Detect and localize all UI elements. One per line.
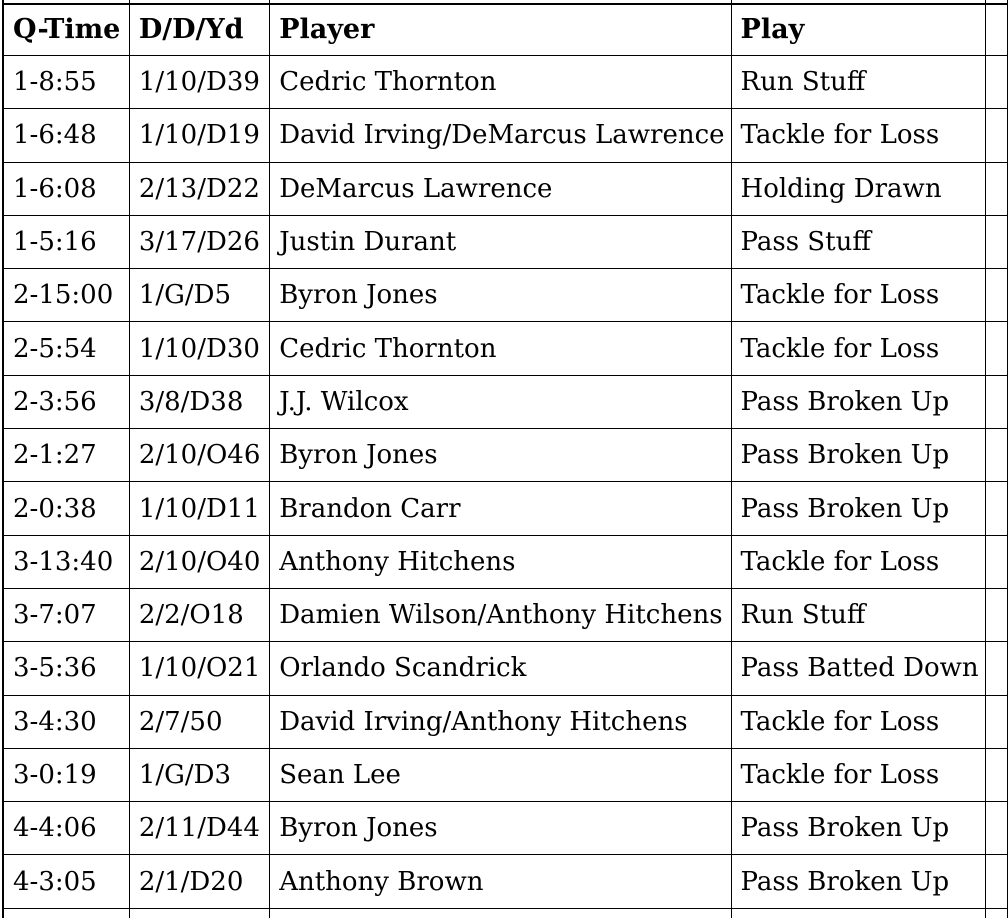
cell-down-distance-yard: 2/13/D22: [129, 162, 269, 215]
cell-play: Pass Broken Up: [731, 429, 985, 482]
table-row: [3, 802, 1008, 855]
table-row: [3, 109, 1008, 162]
cell-play: Tackle for Loss: [731, 269, 985, 322]
cell-qtime: 4-3:05: [3, 855, 129, 908]
cell-player: Cedric Thornton: [270, 56, 731, 109]
cell-play: Holding Drawn: [731, 162, 985, 215]
cell-player: Byron Jones: [270, 429, 731, 482]
cell-down-distance-yard: 2/11/D44: [129, 802, 269, 855]
cell-qtime: 4-4:06: [3, 802, 129, 855]
cell-cropped: [985, 162, 1007, 215]
cell-player: Anthony Hitchens: [270, 535, 731, 588]
cell-player: Byron Jones: [270, 269, 731, 322]
cell-qtime: 1-6:08: [3, 162, 129, 215]
table-row: [3, 269, 1008, 322]
cell-down-distance-yard: 2/1/D20: [129, 855, 269, 908]
cell-player: DeMarcus Lawrence: [270, 162, 731, 215]
cell-down-distance-yard: 1/10/O21: [129, 642, 269, 695]
cell-player: Damien Wilson/Anthony Hitchens: [270, 588, 731, 641]
cell-down-distance-yard: 1/10/D11: [129, 482, 269, 535]
cell-down-distance-yard: 1/10/D39: [129, 56, 269, 109]
cell-qtime: 2-15:00: [3, 269, 129, 322]
cell-qtime: 3-7:07: [3, 588, 129, 641]
cell-play: Pass Stuff: [731, 215, 985, 268]
cell-cropped: [985, 642, 1007, 695]
table-row: [3, 588, 1008, 641]
cropped-cell: [270, 908, 731, 918]
cell-player: Anthony Brown: [270, 855, 731, 908]
cropped-cell: [985, 908, 1007, 918]
table-body: [3, 56, 1008, 909]
table-row: [3, 429, 1008, 482]
cell-play: Pass Batted Down: [731, 642, 985, 695]
cell-player: Cedric Thornton: [270, 322, 731, 375]
cell-cropped: [985, 482, 1007, 535]
cell-play: Tackle for Loss: [731, 322, 985, 375]
cell-down-distance-yard: 3/17/D26: [129, 215, 269, 268]
cell-qtime: 2-1:27: [3, 429, 129, 482]
cell-cropped: [985, 535, 1007, 588]
table-row: [3, 748, 1008, 801]
cell-play: Run Stuff: [731, 588, 985, 641]
cell-cropped: [985, 269, 1007, 322]
cell-play: Tackle for Loss: [731, 695, 985, 748]
table-row: [3, 695, 1008, 748]
cell-down-distance-yard: 1/G/D5: [129, 269, 269, 322]
cell-down-distance-yard: 1/10/D19: [129, 109, 269, 162]
table-row: [3, 322, 1008, 375]
cell-player: Orlando Scandrick: [270, 642, 731, 695]
cell-qtime: 1-6:48: [3, 109, 129, 162]
column-header-player: Player: [270, 4, 731, 56]
table-row: [3, 642, 1008, 695]
defensive-plays-table: [2, 0, 1008, 918]
cropped-cell: [3, 908, 129, 918]
cell-player: David Irving/DeMarcus Lawrence: [270, 109, 731, 162]
cell-cropped: [985, 588, 1007, 641]
table-row: [3, 56, 1008, 109]
cropped-cell: [731, 908, 985, 918]
cell-qtime: 1-5:16: [3, 215, 129, 268]
cell-down-distance-yard: 3/8/D38: [129, 375, 269, 428]
cell-cropped: [985, 855, 1007, 908]
column-header-qtime: Q-Time: [3, 4, 129, 56]
cell-play: Tackle for Loss: [731, 535, 985, 588]
cell-down-distance-yard: 2/7/50: [129, 695, 269, 748]
column-header-play: Play: [731, 4, 985, 56]
table-row: [3, 482, 1008, 535]
table-row: [3, 855, 1008, 908]
cell-cropped: [985, 322, 1007, 375]
cell-down-distance-yard: 1/10/D30: [129, 322, 269, 375]
cell-cropped: [985, 802, 1007, 855]
cell-qtime: 3-5:36: [3, 642, 129, 695]
cell-down-distance-yard: 2/10/O40: [129, 535, 269, 588]
cell-cropped: [985, 695, 1007, 748]
column-header-ddyd: D/D/Yd: [129, 4, 269, 56]
cell-cropped: [985, 748, 1007, 801]
cell-down-distance-yard: 2/10/O46: [129, 429, 269, 482]
cell-player: David Irving/Anthony Hitchens: [270, 695, 731, 748]
cell-play: Tackle for Loss: [731, 109, 985, 162]
cell-down-distance-yard: 1/G/D3: [129, 748, 269, 801]
cell-cropped: [985, 429, 1007, 482]
cropped-row-below: [3, 908, 1008, 918]
table-row: [3, 375, 1008, 428]
cell-cropped: [985, 375, 1007, 428]
cell-play: Run Stuff: [731, 56, 985, 109]
cell-play: Pass Broken Up: [731, 855, 985, 908]
cell-cropped: [985, 56, 1007, 109]
cell-play: Pass Broken Up: [731, 802, 985, 855]
table-row: [3, 215, 1008, 268]
cell-qtime: 1-8:55: [3, 56, 129, 109]
cell-player: Justin Durant: [270, 215, 731, 268]
cell-cropped: [985, 215, 1007, 268]
cropped-cell: [129, 908, 269, 918]
cell-qtime: 3-4:30: [3, 695, 129, 748]
cell-player: J.J. Wilcox: [270, 375, 731, 428]
cell-play: Pass Broken Up: [731, 375, 985, 428]
cell-qtime: 3-0:19: [3, 748, 129, 801]
cell-play: Pass Broken Up: [731, 482, 985, 535]
cell-cropped: [985, 109, 1007, 162]
cell-player: Brandon Carr: [270, 482, 731, 535]
cell-down-distance-yard: 2/2/O18: [129, 588, 269, 641]
cell-play: Tackle for Loss: [731, 748, 985, 801]
column-header-cropped: [985, 4, 1007, 56]
cell-qtime: 2-0:38: [3, 482, 129, 535]
header-row: [3, 4, 1008, 56]
cell-qtime: 2-3:56: [3, 375, 129, 428]
table-row: [3, 162, 1008, 215]
cell-qtime: 3-13:40: [3, 535, 129, 588]
table-row: [3, 535, 1008, 588]
cell-player: Sean Lee: [270, 748, 731, 801]
cell-qtime: 2-5:54: [3, 322, 129, 375]
cell-player: Byron Jones: [270, 802, 731, 855]
